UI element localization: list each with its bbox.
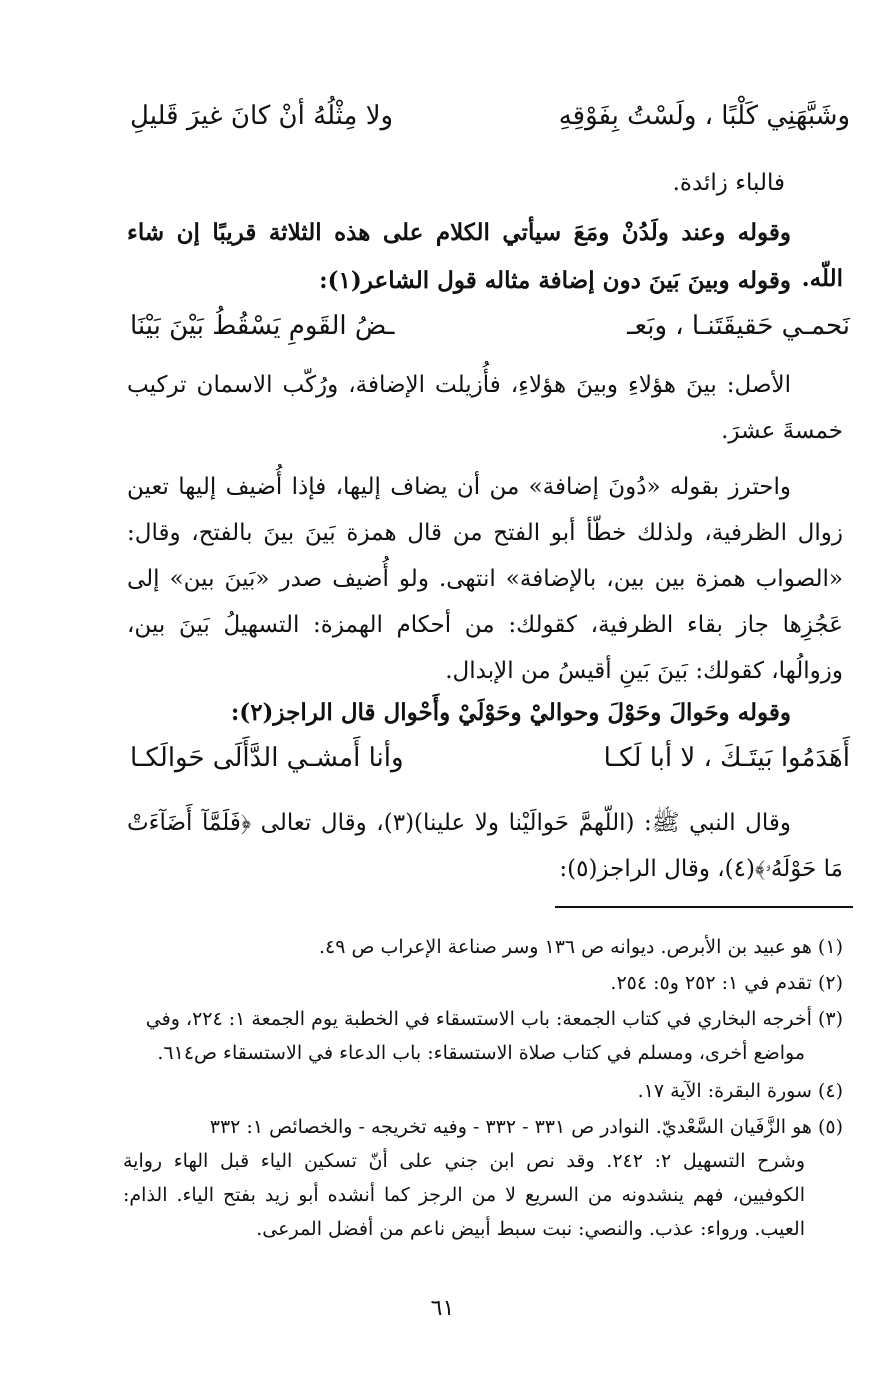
verse-line-1	[130, 96, 850, 136]
footnote-4	[123, 1074, 843, 1108]
footnote-separator	[555, 906, 853, 908]
verse-1-second-hemistich: ولا مِثْلُهُ أنْ كانَ غيرَ قَليلِ	[130, 101, 394, 131]
verse-line-2	[130, 306, 850, 346]
footnote-2	[123, 966, 843, 1000]
verse-2-second-hemistich: ـضُ القَومِ يَسْقُطُ بَيْنَ بَيْنَا	[130, 311, 395, 341]
paragraph-1: فالباء زائدة.	[672, 170, 785, 196]
verse-3-second-hemistich: وأنا أَمشـي الدَّأَلَى حَوالَكـا	[130, 743, 404, 773]
footnote-3	[123, 1002, 843, 1070]
verse-2-first-hemistich: نَحمـي حَقيقَتَنـا ، وبَعـ	[627, 311, 850, 341]
footnote-1	[123, 930, 843, 964]
paragraph-6: وقوله وحَوالَ وحَوْلَ وحواليْ وحَوْلَيْ وأَحْوال قال الراجز(٢):	[230, 699, 791, 726]
page-number: ٦١	[430, 1296, 455, 1321]
footnote-5-continuation: وشرح التسهيل ٢: ٢٤٢. وقد نص ابن جني على أنّ تسكين الياء قبل الهاء رواية الكوفيين، فهم ينشدونه من السريع لا من الرجز كما أنشده أبو زيد بفتح الياء. الذام: العيب. ورواء: عذب. والنصي: نبت سبط أبيض ناعم من أفضل المرعى.	[123, 1150, 805, 1240]
paragraph-7: وقال النبي ﷺ: (اللّهمَّ حَوالَيْنا ولا علينا)(٣)، وقال تعالى ﴿فَلَمَّآ أَضَآءَتْ مَا حَوْلَهُۥ﴾(٤)، وقال الراجز(٥):	[127, 810, 843, 882]
footnote-4-text: (٤) سورة البقرة: الآية ١٧.	[637, 1080, 843, 1102]
footnote-1-text: (١) هو عبيد بن الأبرص. ديوانه ص ١٣٦ وسر صناعة الإعراب ص ٤٩.	[318, 936, 843, 958]
paragraph-4: الأصل: بينَ هؤلاءِ وبينَ هؤلاءِ، فأُزيلت الإضافة، ورُكّب الاسمان تركيب خمسةَ عشرَ.	[127, 372, 843, 444]
verse-3-first-hemistich: أَهَدَمُوا بَيتَـكَ ، لا أبا لَكـا	[603, 743, 850, 773]
footnote-5	[123, 1110, 843, 1246]
paragraph-5: واحترز بقوله «دُونَ إضافة» من أن يضاف إليها، فإذا أُضيف إليها تعين زوال الظرفية، ولذلك خطّأ أبو الفتح من قال همزة بَينَ بينَ بالفتح، وقال: «الصواب همزة بين بين، بالإضافة» انتهى. ولو أُضيف صدر «بَينَ بين» إلى عَجُزِها جاز بقاء الظرفية، كقولك: من أحكام الهمزة: التسهيلُ بَينَ بين، وزوالُها، كقولك: بَينَ بَينِ أقيسُ من الإبدال.	[127, 474, 843, 684]
footnote-2-text: (٢) تقدم في ١: ٢٥٢ و٥: ٢٥٤.	[610, 972, 843, 994]
footnote-3-continuation: مواضع أخرى، ومسلم في كتاب صلاة الاستسقاء: باب الدعاء في الاستسقاء ص٦١٤.	[157, 1042, 805, 1064]
footnote-5-text: (٥) هو الزَّفَيان السَّعْديّ. النوادر ص ٣٣١ - ٣٣٢ - وفيه تخريجه - والخصائص ١: ٣٣٢	[209, 1116, 843, 1138]
verse-1-first-hemistich: وشَبَّهَنِي كَلْبًا ، ولَسْتُ بِفَوْقِهِ	[558, 101, 850, 131]
footnote-3-text: (٣) أخرجه البخاري في كتاب الجمعة: باب الاستسقاء في الخطبة يوم الجمعة ١: ٢٢٤، وفي	[145, 1008, 843, 1030]
verse-line-3	[130, 738, 850, 778]
paragraph-3: وقوله وبينَ بَينَ دون إضافة مثاله قول الشاعر(١):	[319, 267, 791, 294]
paragraph-2: وقوله وعند ولَدُنْ ومَعَ سيأتي الكلام على هذه الثلاثة قريبًا إن شاء اللّه.	[127, 219, 843, 292]
